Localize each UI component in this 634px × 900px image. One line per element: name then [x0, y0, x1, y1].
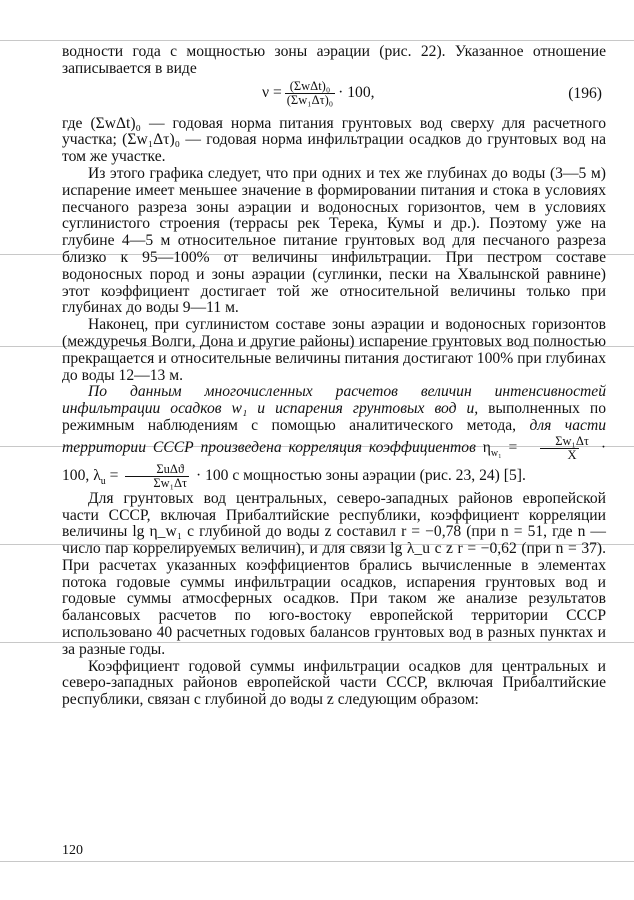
fraction: $\frac{\text{Σw₁Δτ}}{X}$ [527, 435, 591, 462]
fraction: $\frac{\text{ΣuΔϑ}}{\text{Σw₁Δτ}}$ [125, 463, 189, 490]
equation-number: (196) [568, 84, 602, 102]
paragraph: Наконец, при суглинистом составе зоны аэрации и водоносных горизонтов (междуречья Волги, Дона и другие районы) испарение грунтовых вод полностью прекращается и относительные величины питания достигают 100% при глубинах до воды 12—13 м. [62, 316, 606, 384]
body-text [62, 44, 606, 709]
page-number: 120 [62, 843, 83, 858]
scan-rule [0, 40, 634, 41]
scan-rule [0, 861, 634, 862]
paragraph: Коэффициент годовой суммы инфильтрации осадков для центральных и северо-западных районов европейской части СССР, включая Прибалтийские республики, связан с глубиной до воды z следующим образом: [62, 657, 606, 709]
fraction: $\frac{\text{(ΣwΔt)₀}}{\text{(Σw₁Δτ)₀}}$ [286, 78, 334, 107]
paragraph: Из этого графика следует, что при одних и тех же глубинах до воды (3—5 м) испарение имеет меньшее значение в формировании питания и стока в условиях песчаного разреза зоны аэрации и водоносных горизонтов, чем в условиях суглинистого строения (террасы рек Терека, Кумы и др.). Поэтому уже на глубине 4—5 м относительное питание грунтовых вод для песчаного разреза близко к 95—100% от величины инфильтрации. При пестром составе водоносных пород и зоны аэрации (суглинки, пески на Хвалынской равнине) этот коэффициент достигает той же относительной величины только при глубинах до воды 9—11 м. [62, 164, 606, 317]
formula-196: ν = $\frac{\text{(ΣwΔt)₀}}{\text{(Σw₁Δτ)₀}}$ · 100, (196) [262, 78, 602, 107]
paragraph: Для грунтовых вод центральных, северо-западных районов европейской части СССР, включая Прибалтийские республики, коэффициент корреляции величины lg η_w₁ с глубиной до воды z составил r = −0,78 (при n = 51, где n — число пар коррелируемых величин), и для связи lg λ_u с z r = −0,62 (при n = 37). При расчетах указанных коэффициентов брались вычисленные в элементах потока годовые суммы инфильтрации осадков, испарения грунтовых вод и годовые суммы атмосферных осадков. При таком же анализе результатов балансовых расчетов по юго-востоку европейской территории СССР использовано 40 расчетных годовых балансов грунтовых вод в разных пунктах и за разные годы. [62, 489, 606, 658]
paragraph: где (ΣwΔt)₀ — годовая норма питания грунтовых вод сверху для расчетного участка; (Σw₁Δτ)₀ — годовая норма инфильтрации осадков до грунтовых вод на том же участке. [62, 114, 606, 166]
paragraph-correlation: По данным многочисленных расчетов величин интенсивностей инфильтрации осадков w₁ и испарения грунтовых вод u, выполненных по режимным наблюдениям с помощью аналитического метода, для части территории СССР произведена корреляция коэффициентов $\eta_{w_1}$ = $\frac{\text{Σw₁Δτ}}{X}$ · 100, $\lambda_u$ = $\frac{\text{ΣuΔϑ}}{\text{Σw₁Δτ}}$ · 100 с мощностью зоны аэрации (рис. 23, 24) [5]. [62, 383, 607, 490]
paragraph: водности года с мощностью зоны аэрации (рис. 22). Указанное отношение записывается в виде [62, 43, 606, 77]
